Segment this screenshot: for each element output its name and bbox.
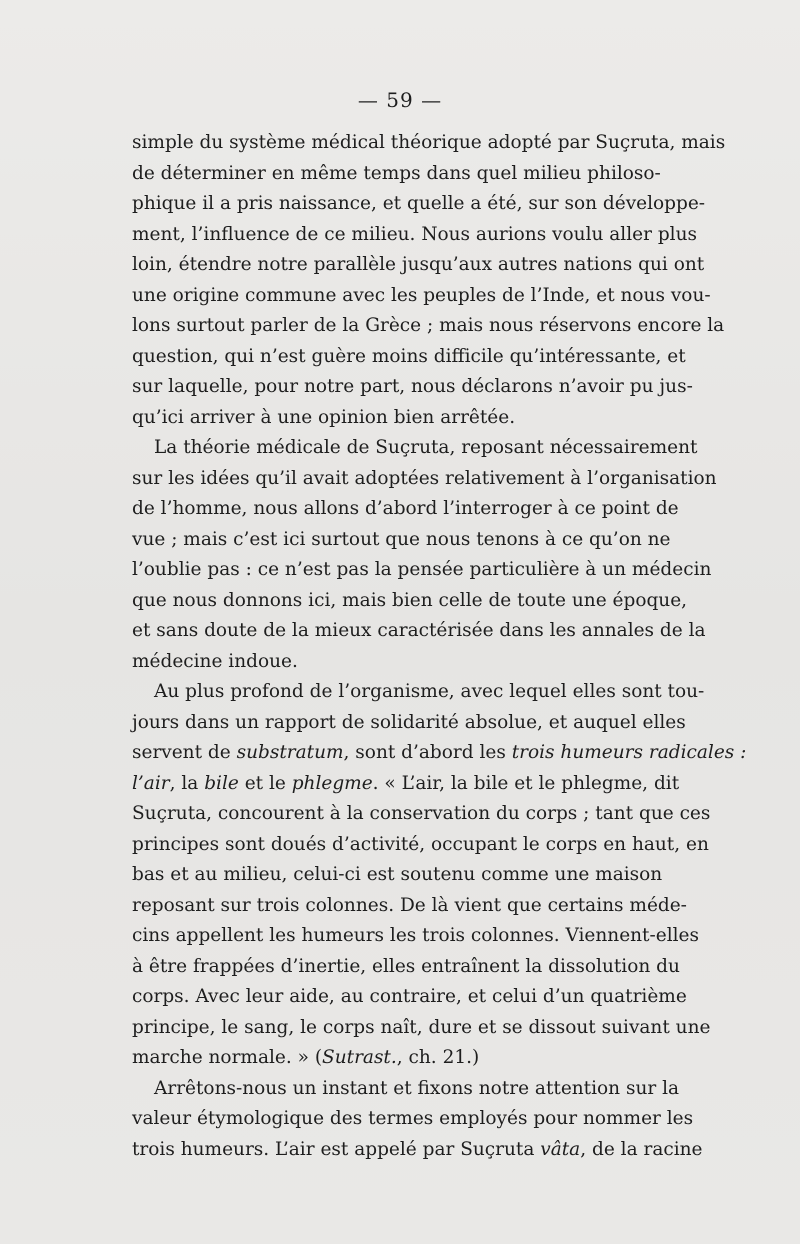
text-line <box>132 799 711 830</box>
text-run: lons surtout parler de la Grèce ; mais nous réservons encore la <box>132 315 725 336</box>
text-run: , de la racine <box>580 1138 703 1160</box>
text-line <box>132 738 747 769</box>
text-line <box>132 1104 694 1135</box>
text-line <box>132 403 658 434</box>
italic-text: substratum <box>236 742 344 763</box>
text-line <box>132 555 712 586</box>
text-line <box>132 982 687 1013</box>
text-run: et sans doute de la mieux caractérisée dans les annales de la <box>132 620 706 641</box>
text-line <box>132 525 671 556</box>
text-run: . « L’air, la bile et le phlegme, dit <box>372 772 680 794</box>
text-line <box>132 677 705 708</box>
text-line <box>132 372 693 403</box>
text-line <box>132 1043 658 1074</box>
text-line <box>132 128 726 159</box>
text-line <box>132 891 687 922</box>
text-run: servent de <box>132 742 237 763</box>
italic-text: bile <box>204 772 239 794</box>
text-line <box>132 189 706 220</box>
text-run: l’oublie pas : ce n’est pas la pensée particulière à un médecin <box>132 559 712 580</box>
text-run: , sont d’abord les <box>343 742 512 763</box>
text-line <box>132 921 699 952</box>
text-run: de l’homme, nous allons d’abord l’interroger à ce point de <box>132 498 679 519</box>
text-line <box>132 494 679 525</box>
body-text <box>132 128 747 1165</box>
text-line <box>132 342 686 373</box>
text-run: Au plus profond de l’organisme, avec lequel elles sont tou- <box>154 681 705 702</box>
text-run: loin, étendre notre parallèle jusqu’aux autres nations qui ont <box>132 254 705 275</box>
text-run: et le <box>238 772 292 794</box>
text-line <box>132 433 698 464</box>
text-run: Suçruta, concourent à la conservation du corps ; tant que ces <box>132 803 711 824</box>
text-run: une origine commune avec les peuples de l’Inde, et nous vou- <box>132 284 711 306</box>
text-line <box>132 616 706 647</box>
italic-text: vâta <box>540 1138 581 1160</box>
text-run: principes sont doués d’activité, occupant le corps en haut, en <box>132 833 709 855</box>
page-number: — 59 — <box>357 88 443 112</box>
text-line <box>132 220 697 251</box>
text-run: reposant sur trois colonnes. De là vient que certains méde- <box>132 894 687 916</box>
text-run: de déterminer en même temps dans quel milieu philoso- <box>132 162 661 184</box>
text-line <box>132 159 661 190</box>
text-line <box>132 830 709 861</box>
text-run: corps. Avec leur aide, au contraire, et celui d’un quatrième <box>132 986 687 1007</box>
text-run: simple du système médical théorique adopté par Suçruta, mais <box>132 132 726 153</box>
text-line <box>132 311 725 342</box>
italic-text: trois humeurs radicales : <box>511 742 747 763</box>
text-run: marche normale. » ( <box>132 1047 323 1068</box>
text-line <box>132 1013 711 1044</box>
text-line <box>132 586 688 617</box>
italic-text: Sutrast. <box>322 1047 397 1068</box>
text-run: que nous donnons ici, mais bien celle de toute une époque, <box>132 589 688 611</box>
text-run: qu’ici arriver à une opinion bien arrêtée. <box>132 406 516 428</box>
text-run: Arrêtons-nous un instant et fixons notre attention sur la <box>154 1077 680 1099</box>
italic-text: l’air <box>132 772 170 794</box>
text-line <box>132 464 717 495</box>
text-run: bas et au milieu, celui-ci est soutenu comme une maison <box>132 864 663 885</box>
text-run: ment, l’influence de ce milieu. Nous aurions voulu aller plus <box>132 223 697 245</box>
text-run: , ch. 21.) <box>396 1047 480 1068</box>
text-run: valeur étymologique des termes employés pour nommer les <box>132 1108 694 1129</box>
italic-text: phlegme <box>291 772 373 794</box>
text-run: vue ; mais c’est ici surtout que nous tenons à ce qu’on ne <box>132 528 671 550</box>
text-line <box>132 952 680 983</box>
text-line <box>132 647 658 678</box>
text-run: sur les idées qu’il avait adoptées relativement à l’organisation <box>132 467 717 489</box>
text-run: à être frappées d’inertie, elles entraînent la dissolution du <box>132 955 680 977</box>
text-run: , la <box>169 772 205 794</box>
text-line <box>132 1074 680 1105</box>
text-run: sur laquelle, pour notre part, nous déclarons n’avoir pu jus- <box>132 376 693 397</box>
text-run: principe, le sang, le corps naît, dure et se dissout suivant une <box>132 1016 711 1038</box>
text-run: question, qui n’est guère moins difficile qu’intéressante, et <box>132 345 686 367</box>
text-run: cins appellent les humeurs les trois colonnes. Viennent-elles <box>132 925 699 946</box>
text-line <box>132 1135 703 1166</box>
text-line <box>132 281 711 312</box>
text-run: trois humeurs. L’air est appelé par Suçruta <box>132 1138 541 1160</box>
text-run: phique il a pris naissance, et quelle a été, sur son développe- <box>132 193 706 214</box>
text-line <box>132 860 663 891</box>
text-line <box>132 708 686 739</box>
text-line <box>132 250 705 281</box>
text-line <box>132 769 680 800</box>
text-run: médecine indoue. <box>132 650 298 672</box>
text-run: jours dans un rapport de solidarité absolue, et auquel elles <box>132 711 686 733</box>
text-run: La théorie médicale de Suçruta, reposant nécessairement <box>154 437 698 458</box>
